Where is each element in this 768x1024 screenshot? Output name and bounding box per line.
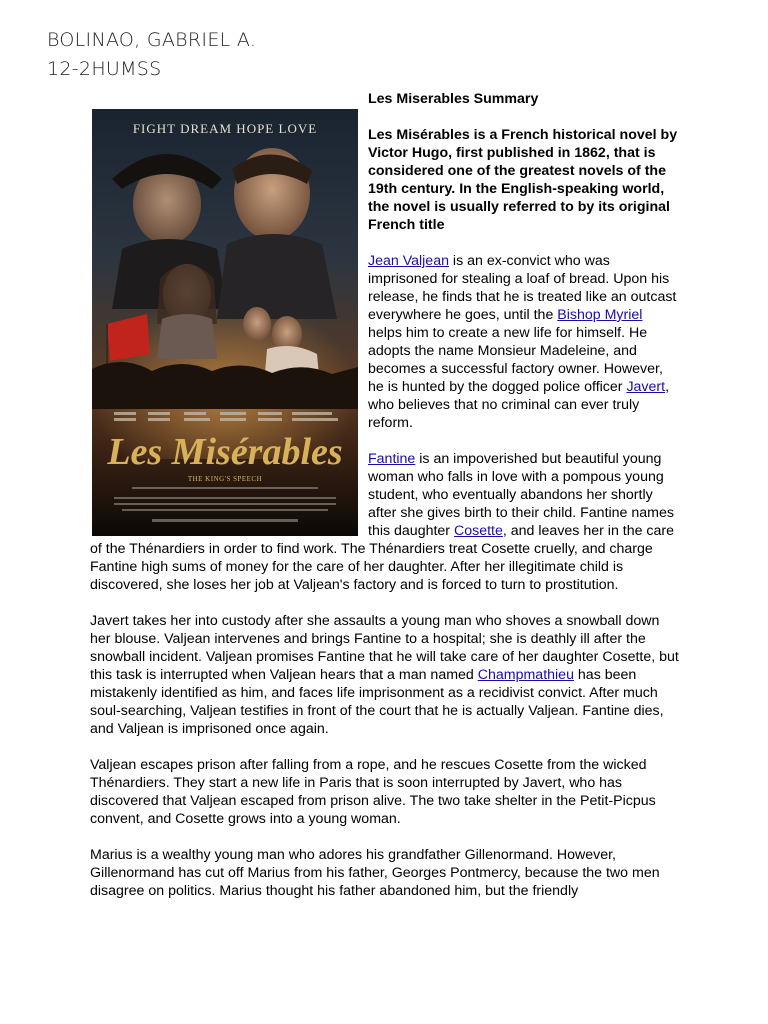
paragraph-text: is an ex-convict who was imprisoned for stealing a loaf of bread. Upon his release, he finds that he is treated like an outcast everywhere he goes, until the	[368, 253, 677, 323]
link-cosette[interactable]: Cosette	[453, 523, 503, 539]
paragraph-text: , and leaves her in the care of the Thénardiers in order to find work. The Thénardiers treat Cosette cruelly, and charge Fantine high sums of money for the care of her daughter. After her illegitimate child is discovered, she loses her job at Valjean's factory and is forced to turn to prostitution.	[90, 523, 675, 593]
link-fantine[interactable]: Fantine	[368, 451, 416, 467]
document-body	[90, 90, 680, 918]
link-bishop-myriel[interactable]: Bishop Myriel	[557, 307, 643, 323]
poster-credits-note: THE KING'S SPEECH	[187, 475, 263, 483]
poster-title: Les Misérables	[107, 431, 343, 473]
poster-tagline: FIGHT DREAM HOPE LOVE	[132, 121, 318, 136]
intro-paragraph: Les Misérables is a French historical novel by Victor Hugo, first published in 1862, that is considered one of the greatest novels of the 19th century. In the English-speaking world, the novel is usually referred to by its original French title	[368, 127, 678, 233]
student-name: BOLINAO, GABRIEL A.	[47, 29, 257, 51]
paragraph-text: has been mistakenly identified as him, and faces life imprisonment as a recidivist convict. After much soul-searching, Valjean testifies in front of the court that he is actually Valjean. Fantine dies, and Valjean is imprisoned once again.	[90, 667, 664, 737]
paragraph-text: is an impoverished but beautiful young woman who falls in love with a pompous young student, who eventually abandons her shortly after she gives birth to their child. Fantine names this daughter	[368, 451, 674, 539]
link-champmathieu[interactable]: Champmathieu	[477, 667, 574, 683]
paragraph-text: , who believes that no criminal can ever truly reform.	[368, 379, 670, 431]
paragraph-text: helps him to create a new life for himself. He adopts the name Monsieur Madeleine, and becomes a successful factory owner. However, he is hunted by the dogged police officer	[368, 325, 663, 395]
paragraph-marius: Marius is a wealthy young man who adores his grandfather Gillenormand. However, Gillenormand has cut off Marius from his father, Georges Pontmercy, because the two men disagree on politics. Marius thought his father abandoned him, but the friendly	[90, 847, 660, 899]
movie-poster-image	[92, 109, 358, 536]
link-javert[interactable]: Javert	[626, 379, 666, 395]
link-jean-valjean[interactable]: Jean Valjean	[368, 253, 449, 269]
student-section: 12-2HUMSS	[47, 58, 162, 80]
paragraph-escape: Valjean escapes prison after falling from a rope, and he rescues Cosette from the wicked Thénardiers. They start a new life in Paris that is soon interrupted by Javert, who has discovered that Valjean escaped from prison alive. The two take shelter in the Petit-Picpus convent, and Cosette grows into a young woman.	[90, 757, 656, 827]
paragraph-text: Javert takes her into custody after she assaults a young man who shoves a snowball down her blouse. Valjean intervenes and brings Fantine to a hospital; she is deathly ill after the snowball incident. Valjean promises Fantine that he will take care of her daughter Cosette, but this task is interrupted when Valjean hears that a man named	[90, 613, 679, 683]
document-header	[47, 26, 256, 84]
paragraph-javert-custody	[90, 612, 680, 738]
document-title: Les Miserables Summary	[368, 91, 539, 107]
